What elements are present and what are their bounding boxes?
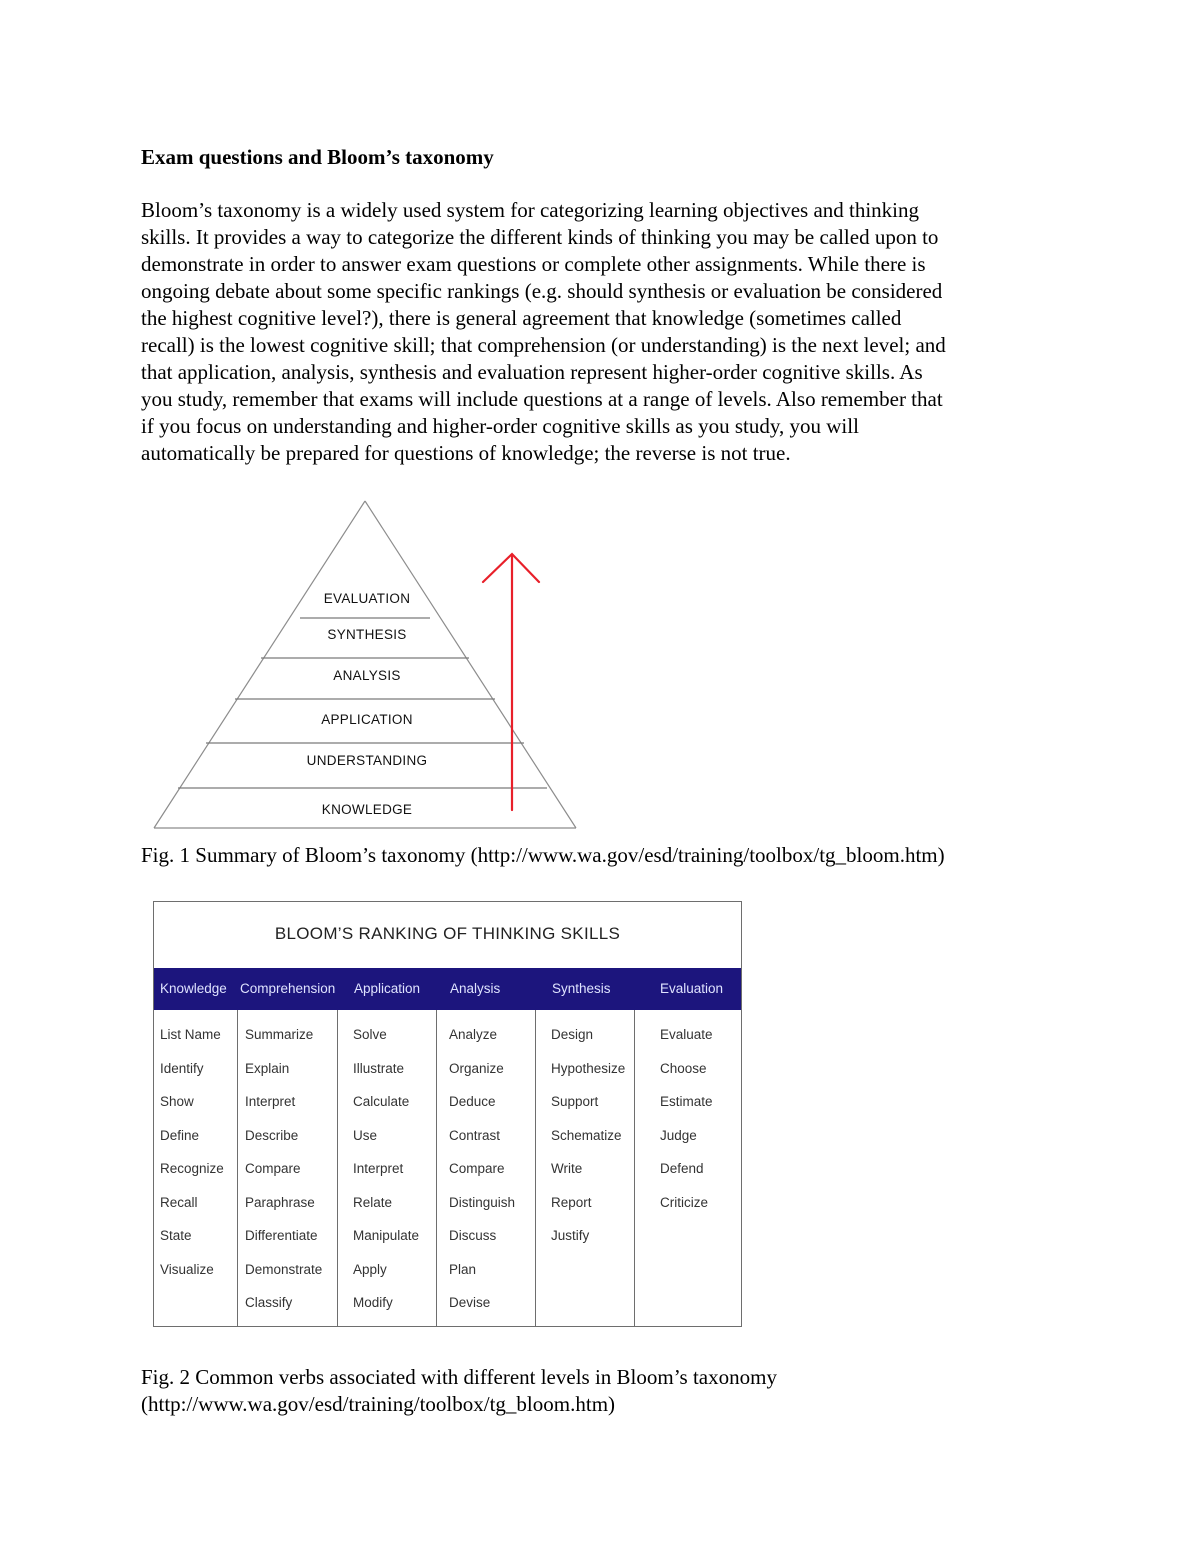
verb: Analyze (449, 1027, 498, 1042)
verb: Identify (160, 1060, 204, 1076)
column-divider (337, 1010, 338, 1326)
verb: Apply (353, 1261, 387, 1277)
verb: Use (353, 1127, 378, 1143)
verb: Summarize (245, 1027, 314, 1042)
verb: Justify (551, 1228, 590, 1243)
verb: Classify (245, 1295, 293, 1310)
verb: Plan (449, 1261, 477, 1277)
column-divider (535, 1010, 536, 1326)
verb: Estimate (660, 1094, 713, 1109)
verb: Recall (160, 1194, 198, 1210)
intro-line: ongoing debate about some specific rankings (e.g. should synthesis or evaluation be considered (141, 279, 943, 303)
verb: Report (551, 1194, 592, 1210)
column-header: Application (354, 981, 421, 996)
verb: Explain (245, 1060, 290, 1076)
intro-line: Bloom’s taxonomy is a widely used system for categorizing learning objectives and thinking (141, 198, 920, 222)
verb: Hypothesize (551, 1060, 626, 1076)
column-divider (237, 1010, 238, 1326)
column-divider (634, 1010, 635, 1326)
verb: Distinguish (449, 1194, 516, 1210)
verb: Visualize (160, 1261, 214, 1277)
verb: Design (551, 1027, 594, 1042)
intro-line: you study, remember that exams will include questions at a range of levels. Also remember that (141, 387, 943, 411)
intro-line: demonstrate in order to answer exam questions or complete other assignments. While there is (141, 252, 926, 276)
verb: Organize (449, 1060, 504, 1076)
column-header: Synthesis (552, 981, 611, 996)
evaluation-verbs (660, 1027, 713, 1228)
pyramid-level-label: APPLICATION (321, 712, 413, 727)
verb: Devise (449, 1295, 491, 1310)
verb: Compare (449, 1161, 505, 1176)
verb: Discuss (449, 1228, 497, 1243)
knowledge-verbs (160, 1027, 224, 1295)
table-title: BLOOM’S RANKING OF THINKING SKILLS (274, 924, 621, 943)
column-header: Comprehension (240, 981, 336, 996)
verb: Choose (660, 1060, 707, 1076)
verb: Relate (353, 1194, 393, 1210)
verb: Schematize (551, 1127, 622, 1143)
verb: Calculate (353, 1094, 410, 1109)
verb: Paraphrase (245, 1194, 315, 1210)
verb: Define (160, 1127, 200, 1143)
intro-line: automatically be prepared for questions of knowledge; the reverse is not true. (141, 441, 791, 465)
verb: Support (551, 1094, 599, 1109)
verb: Interpret (245, 1094, 296, 1109)
column-header: Evaluation (660, 981, 724, 996)
caption-line: Fig. 2 Common verbs associated with different levels in Bloom’s taxonomy (141, 1365, 777, 1389)
verb: Compare (245, 1161, 301, 1176)
verb: Deduce (449, 1094, 496, 1109)
bloom-pyramid-figure (140, 490, 590, 835)
verb: Illustrate (353, 1060, 405, 1076)
verb: Write (551, 1161, 583, 1176)
analysis-verbs (449, 1027, 515, 1329)
verb: Describe (245, 1127, 299, 1143)
figure-2-caption (141, 1364, 777, 1418)
verb: Differentiate (245, 1228, 318, 1243)
verb: Solve (353, 1027, 387, 1042)
intro-line: if you focus on understanding and higher-order cognitive skills as you study, you will (141, 414, 859, 438)
pyramid-level-label: SYNTHESIS (327, 627, 407, 642)
pyramid-level-label: EVALUATION (323, 591, 411, 606)
verb: Show (160, 1094, 194, 1109)
verb: Judge (660, 1127, 697, 1143)
pyramid-level-label: ANALYSIS (333, 668, 401, 683)
verb: Evaluate (660, 1027, 713, 1042)
verb: Demonstrate (245, 1261, 323, 1277)
intro-line: the highest cognitive level?), there is general agreement that knowledge (sometimes called (141, 306, 902, 330)
verb: Criticize (660, 1194, 709, 1210)
column-header: Analysis (450, 981, 501, 996)
synthesis-verbs (551, 1027, 625, 1262)
intro-line: recall) is the lowest cognitive skill; that comprehension (or understanding) is the next level; and (141, 333, 946, 357)
verb: List Name (160, 1027, 221, 1042)
pyramid-level-label: UNDERSTANDING (306, 753, 428, 768)
column-divider (436, 1010, 437, 1326)
comprehension-verbs (245, 1027, 322, 1329)
table-header-row (154, 968, 741, 1010)
verb: Manipulate (353, 1228, 420, 1243)
verb: Interpret (353, 1161, 404, 1176)
column-header: Knowledge (160, 981, 227, 996)
verb: Contrast (449, 1127, 501, 1143)
verb: State (160, 1228, 192, 1243)
pyramid-level-label: KNOWLEDGE (321, 802, 413, 817)
intro-line: that application, analysis, synthesis and evaluation represent higher-order cognitive skills. As (141, 360, 923, 384)
up-arrow-icon (483, 554, 539, 810)
intro-line: skills. It provides a way to categorize the different kinds of thinking you may be called upon to (141, 225, 939, 249)
document-title: Exam questions and Bloom’s taxonomy (141, 145, 494, 169)
application-verbs (353, 1027, 419, 1329)
verb: Defend (660, 1161, 704, 1176)
verb: Recognize (160, 1161, 224, 1176)
bloom-verbs-table (153, 901, 742, 1327)
intro-paragraph (141, 197, 1081, 467)
figure-1-caption: Fig. 1 Summary of Bloom’s taxonomy (http://www.wa.gov/esd/training/toolbox/tg_bloom.htm) (141, 843, 945, 867)
caption-line: (http://www.wa.gov/esd/training/toolbox/tg_bloom.htm) (141, 1392, 616, 1416)
verb: Modify (353, 1295, 393, 1310)
